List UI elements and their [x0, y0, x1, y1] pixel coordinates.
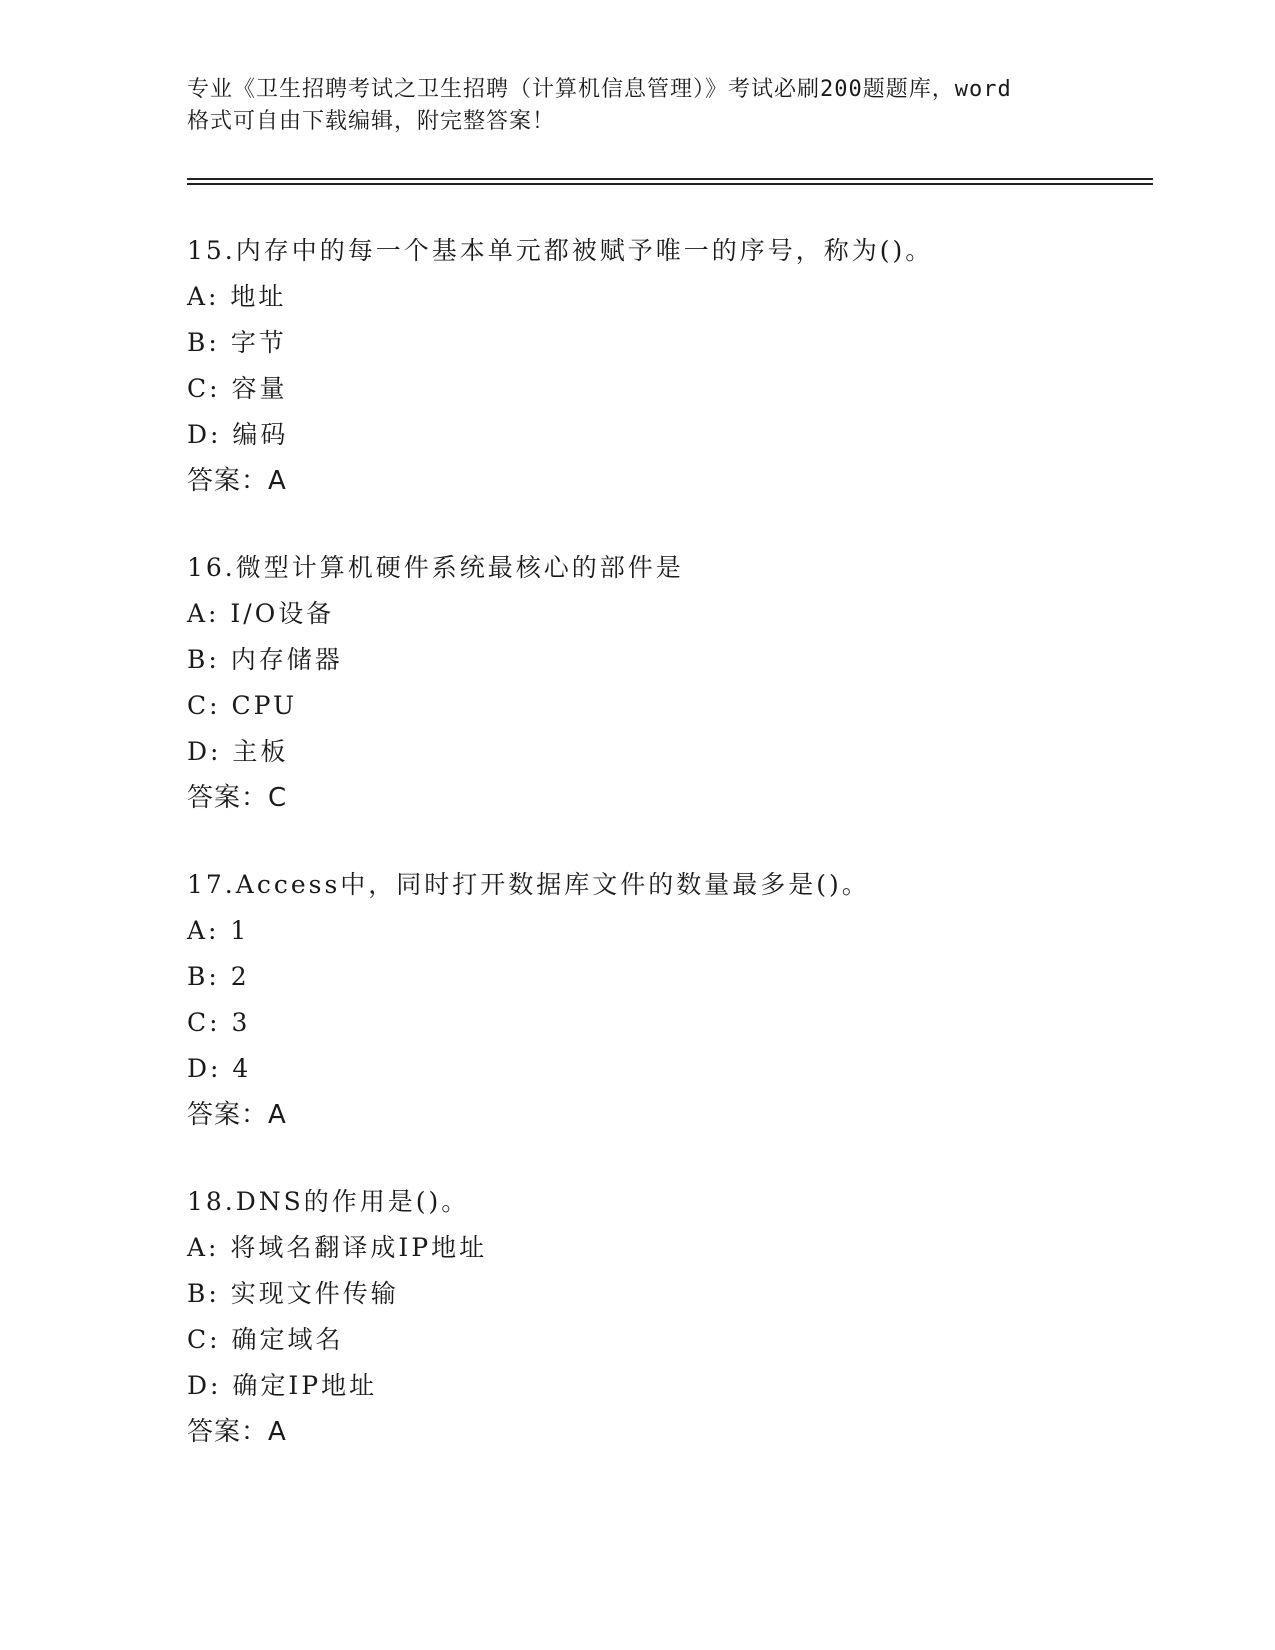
question-15 [187, 228, 1147, 504]
option-a: A: I/O设备 [187, 599, 335, 628]
question-title: 15.内存中的每一个基本单元都被赋予唯一的序号，称为()。 [187, 236, 934, 265]
answer-label: 答案：A [187, 1417, 287, 1447]
option-c: C: CPU [187, 691, 298, 720]
option-c: C: 确定域名 [187, 1325, 344, 1354]
option-c: C: 3 [187, 1008, 251, 1037]
option-b: B: 实现文件传输 [187, 1279, 399, 1308]
header-divider-bottom [187, 183, 1153, 185]
option-a: A: 1 [187, 916, 250, 945]
answer-label: 答案：C [187, 783, 288, 813]
question-title: 17.Access中，同时打开数据库文件的数量最多是()。 [187, 870, 870, 899]
question-title: 18.DNS的作用是()。 [187, 1187, 470, 1216]
option-b: B: 内存储器 [187, 645, 343, 674]
option-d: D: 确定IP地址 [187, 1371, 378, 1400]
answer-label: 答案：A [187, 1100, 287, 1130]
document-header [187, 74, 1087, 138]
option-a: A: 将域名翻译成IP地址 [187, 1233, 488, 1262]
header-divider-top [187, 178, 1153, 180]
option-b: B: 2 [187, 962, 250, 991]
question-18 [187, 1179, 1147, 1455]
question-title: 16.微型计算机硬件系统最核心的部件是 [187, 553, 684, 582]
question-16 [187, 545, 1147, 821]
header-line-2: 格式可自由下载编辑，附完整答案！ [187, 109, 556, 134]
answer-label: 答案：A [187, 466, 287, 496]
option-c: C: 容量 [187, 374, 288, 403]
option-b: B: 字节 [187, 328, 287, 357]
option-d: D: 编码 [187, 420, 289, 449]
option-a: A: 地址 [187, 282, 287, 311]
option-d: D: 4 [187, 1054, 252, 1083]
option-d: D: 主板 [187, 737, 289, 766]
header-line-1: 专业《卫生招聘考试之卫生招聘（计算机信息管理）》考试必刷200题题库，word [187, 77, 1012, 102]
question-17 [187, 862, 1147, 1138]
